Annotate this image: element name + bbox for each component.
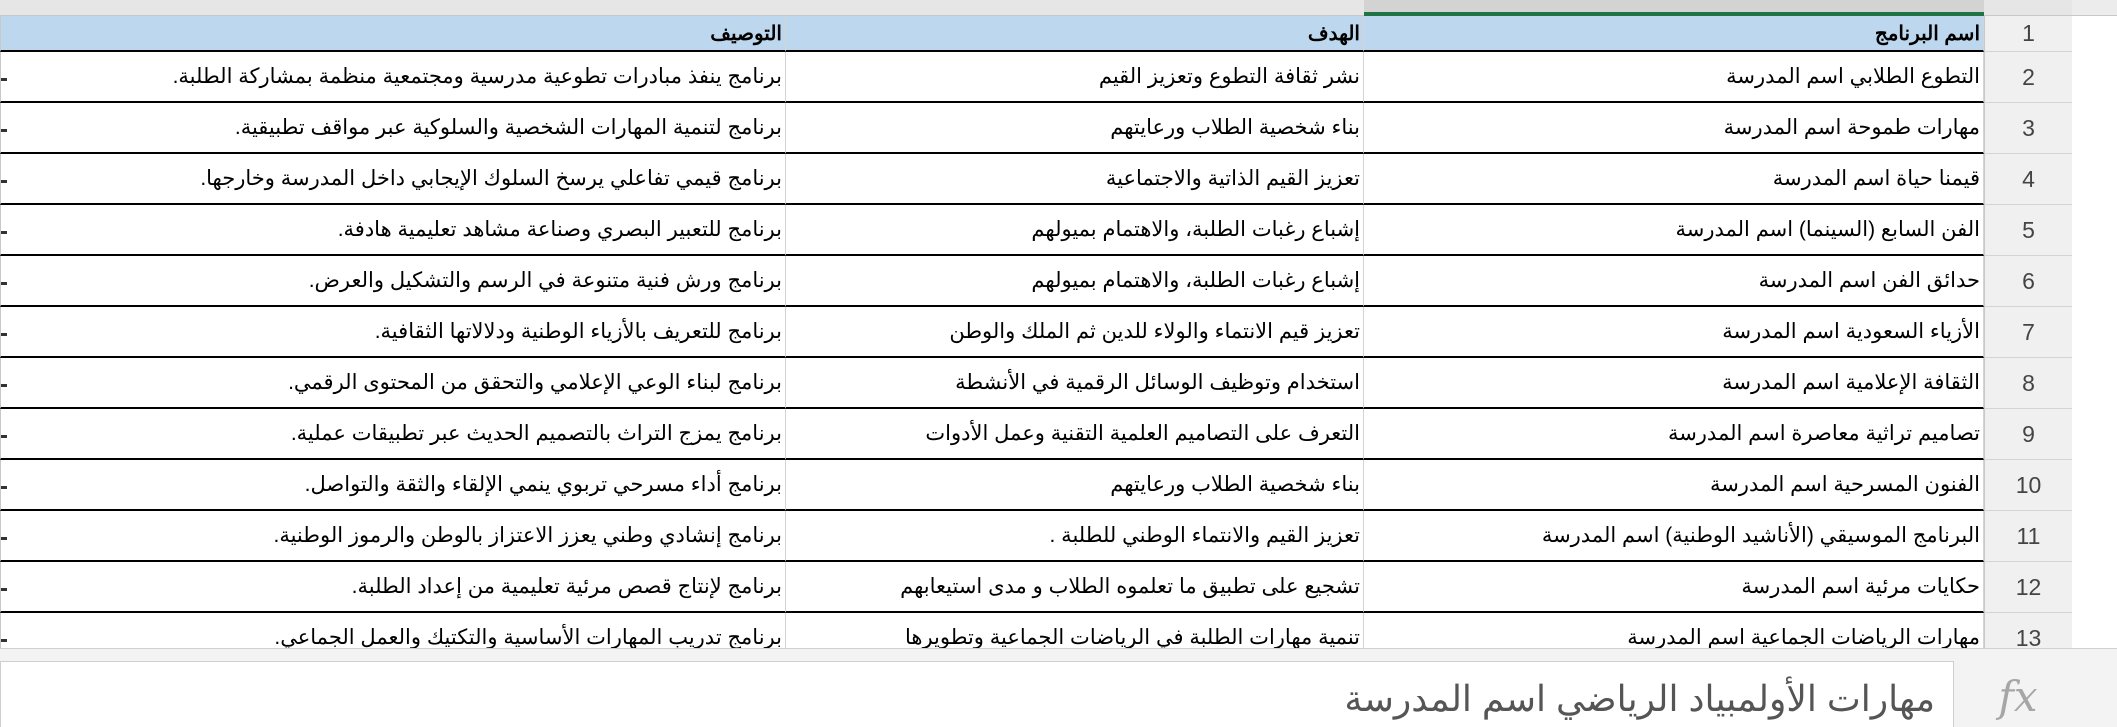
cut-off-cell-content [1,129,7,132]
cut-off-cell-content [1,282,7,285]
column-d-edge[interactable] [0,562,8,613]
cut-off-cell-content [1,180,7,183]
row-number[interactable]: 7 [1984,307,2072,358]
cell-program-name[interactable]: حكايات مرئية اسم المدرسة [1364,562,1984,613]
row-number[interactable]: 3 [1984,103,2072,154]
cell-description[interactable]: برنامج ورش فنية متنوعة في الرسم والتشكيل والعرض. [8,256,786,307]
cell-program-name[interactable]: البرنامج الموسيقي (الأناشيد الوطنية) اسم المدرسة [1364,511,1984,562]
table-row [0,154,2117,205]
table-row [0,613,2117,648]
cell-description[interactable]: برنامج تدريب المهارات الأساسية والتكتيك والعمل الجماعي. [8,613,786,648]
formula-input[interactable]: مهارات الأولمبياد الرياضي اسم المدرسة [0,661,1954,727]
row-number[interactable]: 5 [1984,205,2072,256]
cell-program-name[interactable]: حدائق الفن اسم المدرسة [1364,256,1984,307]
cell-program-name[interactable]: الفن السابع (السينما) اسم المدرسة [1364,205,1984,256]
cut-off-cell-content [1,435,7,438]
cell-description[interactable]: برنامج أداء مسرحي تربوي ينمي الإلقاء والثقة والتواصل. [8,460,786,511]
fx-icon[interactable]: fx [1998,671,2038,721]
row-header-spacer [2072,0,2117,16]
table-row [0,460,2117,511]
cut-off-cell-content [1,639,7,642]
table-row [0,562,2117,613]
cell-goal[interactable]: نشر ثقافة التطوع وتعزيز القيم [786,52,1364,103]
cell-goal[interactable]: تعزيز القيم والانتماء الوطني للطلبة . [786,511,1364,562]
cell-program-name[interactable]: الفنون المسرحية اسم المدرسة [1364,460,1984,511]
column-header-c[interactable] [8,0,786,16]
table-row [0,103,2117,154]
column-d-edge[interactable] [0,103,8,154]
table-row [0,52,2117,103]
cut-off-cell-content [1,486,7,489]
column-header-d[interactable] [0,0,8,16]
cell-goal[interactable]: إشباع رغبات الطلبة، والاهتمام بميولهم [786,256,1364,307]
cut-off-cell-content [1,384,7,387]
cell-description[interactable]: برنامج إنشادي وطني يعزز الاعتزاز بالوطن والرموز الوطنية. [8,511,786,562]
table-row [0,358,2117,409]
cut-off-cell-content [1,231,7,234]
cell-goal[interactable]: تعزيز قيم الانتماء والولاء للدين ثم الملك والوطن [786,307,1364,358]
table-row [0,256,2117,307]
cell-description[interactable]: برنامج للتعبير البصري وصناعة مشاهد تعليمية هادفة. [8,205,786,256]
column-d-edge[interactable] [0,511,8,562]
cell-goal[interactable]: إشباع رغبات الطلبة، والاهتمام بميولهم [786,205,1364,256]
column-d-edge[interactable] [0,409,8,460]
column-d-edge[interactable] [0,52,8,103]
row-number[interactable]: 10 [1984,460,2072,511]
row-number[interactable]: 9 [1984,409,2072,460]
column-d-edge[interactable] [0,205,8,256]
cell-description[interactable]: برنامج للتعريف بالأزياء الوطنية ودلالاتها الثقافية. [8,307,786,358]
cell-goal[interactable]: التعرف على التصاميم العلمية التقنية وعمل الأدوات [786,409,1364,460]
row-number[interactable]: 1 [1984,16,2072,52]
cut-off-cell-content [1,537,7,540]
column-d-edge[interactable] [0,154,8,205]
cell-program-name[interactable]: الأزياء السعودية اسم المدرسة [1364,307,1984,358]
cut-off-cell-content [1,78,7,81]
cell-description[interactable]: برنامج يمزج التراث بالتصميم الحديث عبر تطبيقات عملية. [8,409,786,460]
column-d-edge[interactable] [0,613,8,648]
table-row [0,307,2117,358]
cell-goal[interactable]: استخدام وتوظيف الوسائل الرقمية في الأنشطة [786,358,1364,409]
cell-goal[interactable]: تعزيز القيم الذاتية والاجتماعية [786,154,1364,205]
column-d-edge[interactable] [0,307,8,358]
cell-goal[interactable]: بناء شخصية الطلاب ورعايتهم [786,460,1364,511]
table-row [0,205,2117,256]
header-goal[interactable]: الهدف [786,16,1364,52]
row-number[interactable]: 11 [1984,511,2072,562]
cell-program-name[interactable]: الثقافة الإعلامية اسم المدرسة [1364,358,1984,409]
cell-description[interactable]: برنامج لبناء الوعي الإعلامي والتحقق من المحتوى الرقمي. [8,358,786,409]
table-row [0,409,2117,460]
cell-program-name[interactable]: مهارات طموحة اسم المدرسة [1364,103,1984,154]
row-number[interactable]: 13 [1984,613,2072,648]
cut-off-cell-content [1,588,7,591]
formula-bar [0,648,2117,727]
column-d-edge[interactable] [0,358,8,409]
cell-description[interactable]: برنامج قيمي تفاعلي يرسخ السلوك الإيجابي داخل المدرسة وخارجها. [8,154,786,205]
cell-description[interactable]: برنامج لإنتاج قصص مرئية تعليمية من إعداد الطلبة. [8,562,786,613]
cell-goal[interactable]: تنمية مهارات الطلبة في الرياضات الجماعية وتطويرها [786,613,1364,648]
row-number[interactable]: 6 [1984,256,2072,307]
row-number[interactable]: 4 [1984,154,2072,205]
row-number[interactable]: 8 [1984,358,2072,409]
cell-program-name[interactable]: التطوع الطلابي اسم المدرسة [1364,52,1984,103]
cell-goal[interactable]: بناء شخصية الطلاب ورعايتهم [786,103,1364,154]
cell-program-name[interactable]: مهارات الرياضات الجماعية اسم المدرسة [1364,613,1984,648]
header-program-name[interactable]: اسم البرنامج [1364,16,1984,52]
cell-goal[interactable]: تشجيع على تطبيق ما تعلموه الطلاب و مدى استيعابهم [786,562,1364,613]
cell-description[interactable]: برنامج لتنمية المهارات الشخصية والسلوكية عبر مواقف تطبيقية. [8,103,786,154]
cut-off-cell-content [1,333,7,336]
cell-description[interactable]: برنامج ينفذ مبادرات تطوعية مدرسية ومجتمعية منظمة بمشاركة الطلبة. [8,52,786,103]
column-d-edge[interactable] [0,460,8,511]
cell-program-name[interactable]: تصاميم تراثية معاصرة اسم المدرسة [1364,409,1984,460]
column-d-edge[interactable] [0,16,8,52]
row-header-corner[interactable] [1984,0,2072,16]
row-number[interactable]: 12 [1984,562,2072,613]
row-number[interactable]: 2 [1984,52,2072,103]
table-row [0,511,2117,562]
table-header-row [0,16,2117,52]
column-header-b[interactable] [786,0,1364,16]
column-header-a[interactable] [1364,0,1984,16]
cell-program-name[interactable]: قيمنا حياة اسم المدرسة [1364,154,1984,205]
column-d-edge[interactable] [0,256,8,307]
header-description[interactable]: التوصيف [8,16,786,52]
